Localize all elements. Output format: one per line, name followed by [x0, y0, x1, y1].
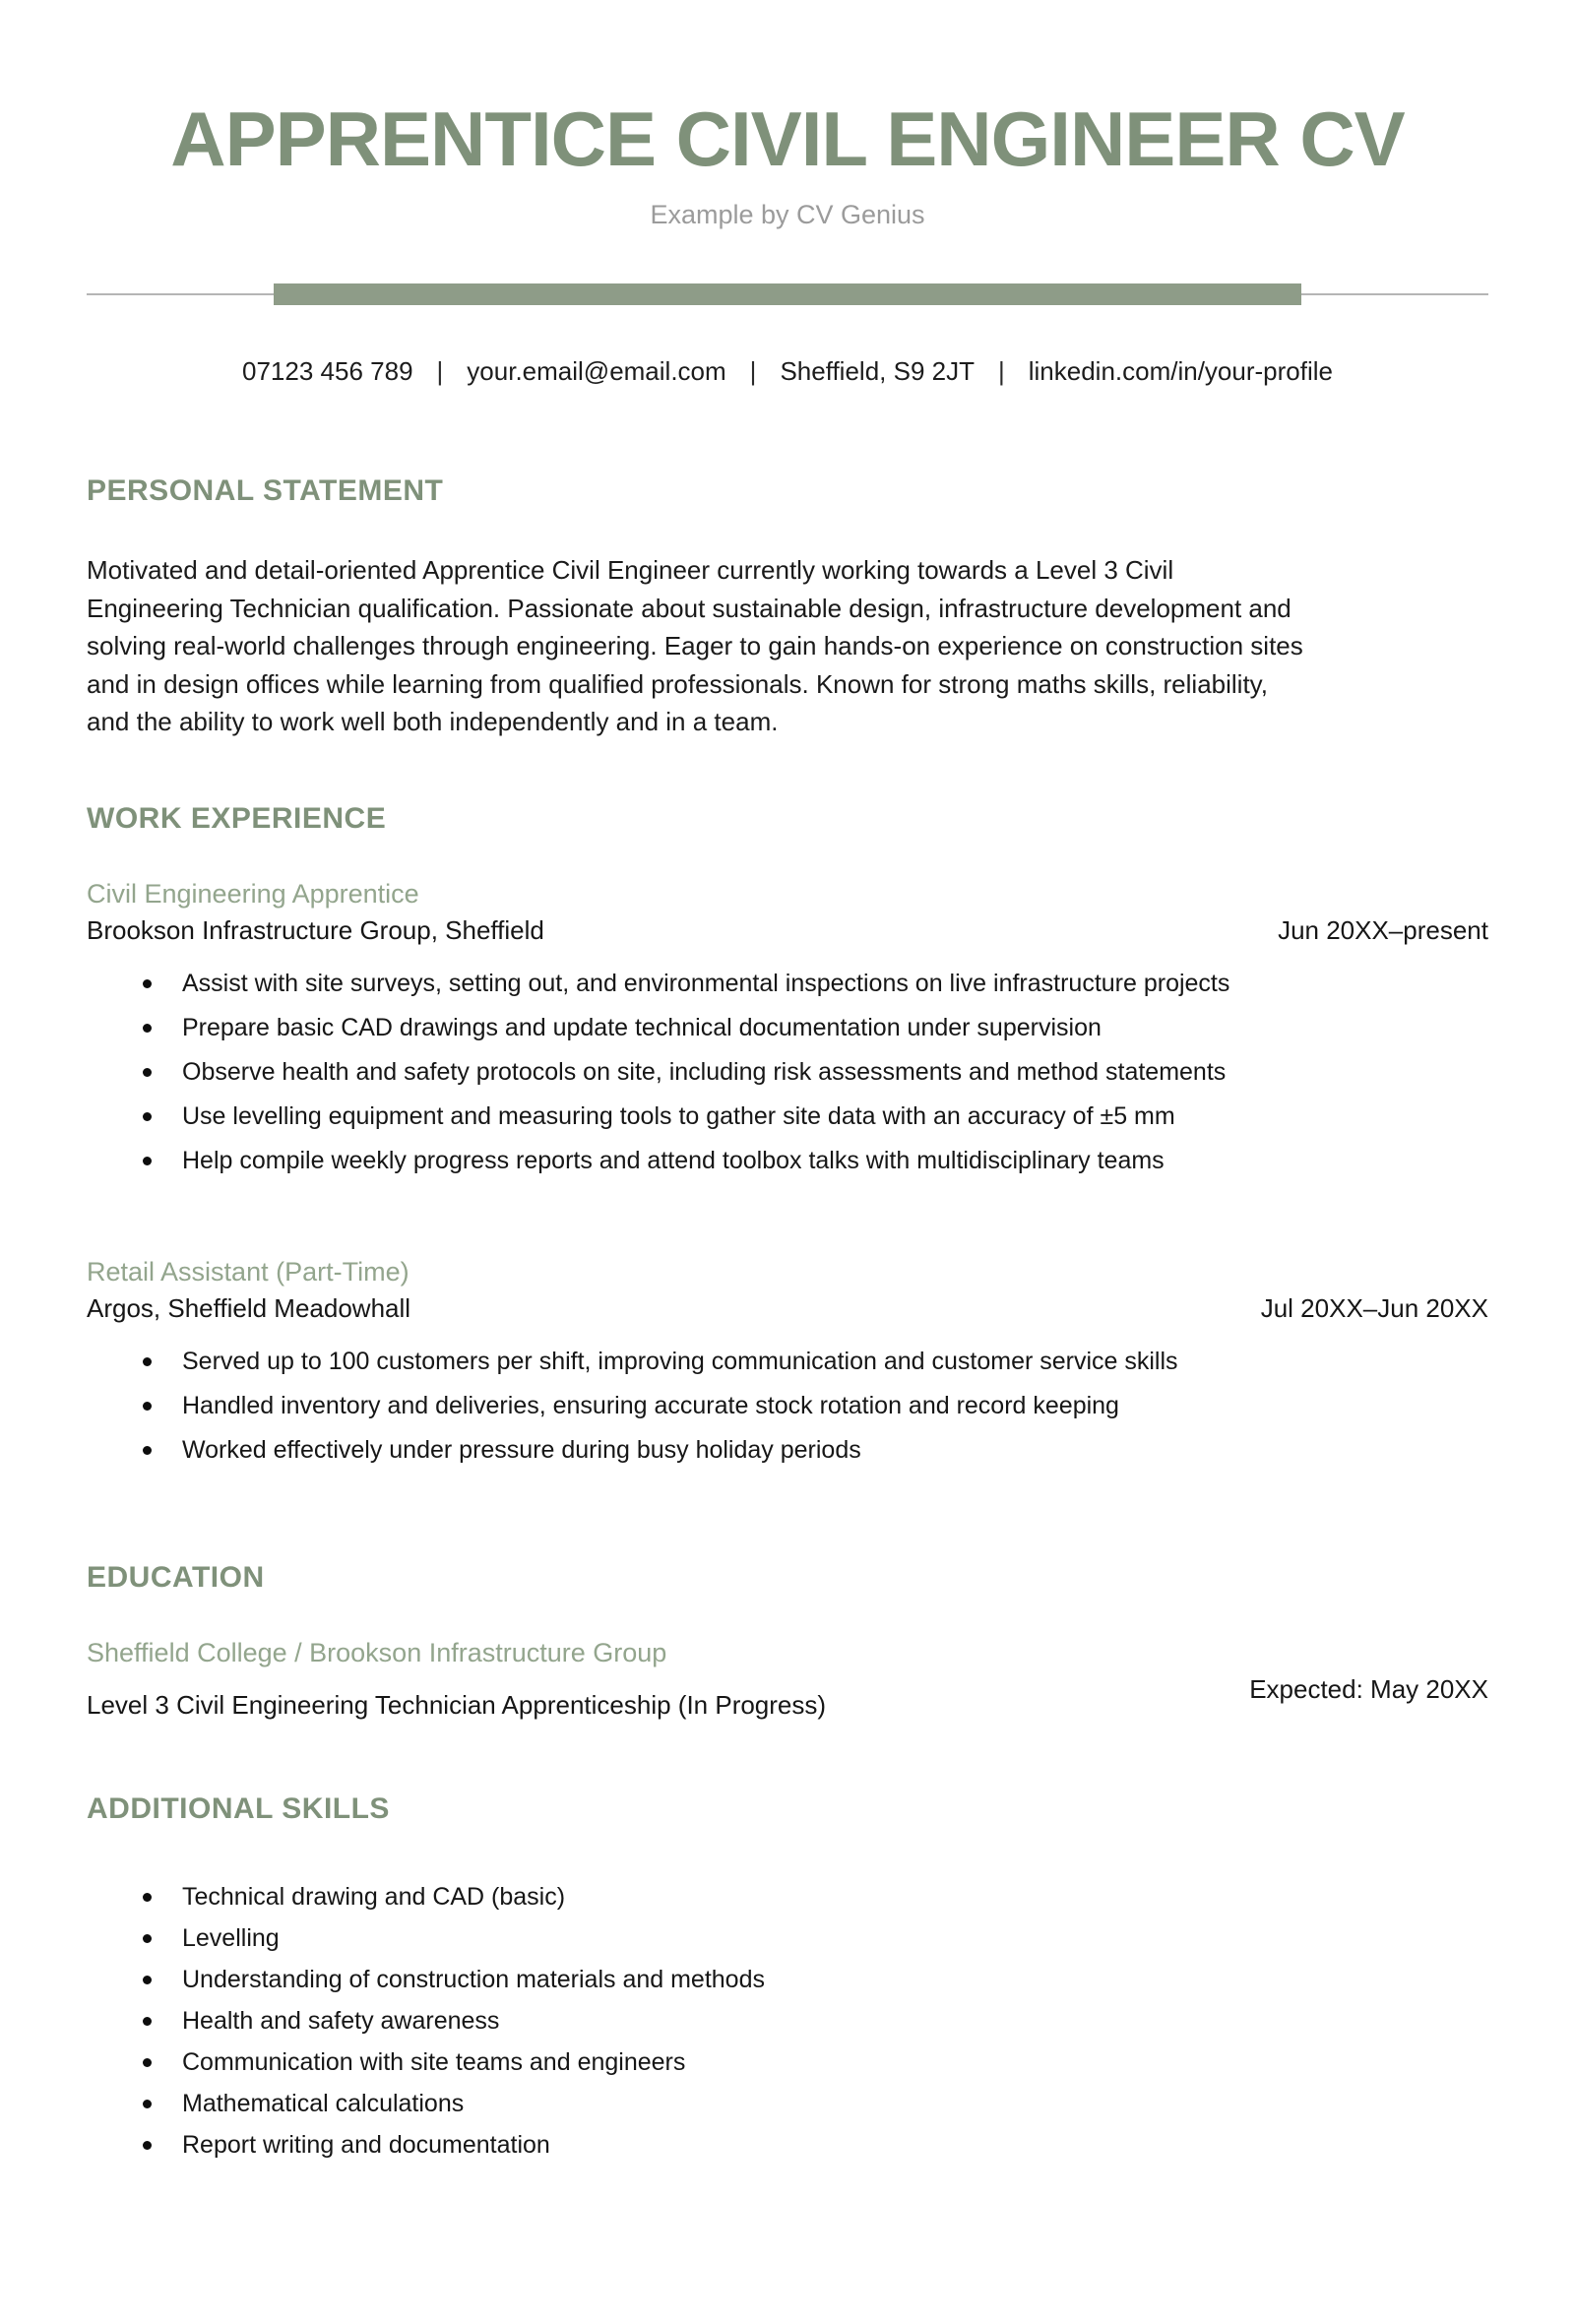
job-bullet: Assist with site surveys, setting out, and environmental inspections on live infrastructure projects: [87, 969, 1488, 999]
job-bullet: Observe health and safety protocols on site, including risk assessments and method statements: [87, 1057, 1488, 1088]
statement-line: and the ability to work well both independently and in a team.: [87, 707, 779, 737]
job-company-date-row: [87, 913, 1488, 947]
contact-separator: |: [749, 356, 757, 386]
contact-phone: 07123 456 789: [242, 356, 413, 386]
education-dates: Expected: May 20XX: [1249, 1673, 1488, 1704]
job-title: Civil Engineering Apprentice: [87, 878, 419, 909]
job-bullet-list: [87, 1347, 1488, 1466]
statement-line: Engineering Technician qualification. Passionate about sustainable design, infrastructure development and: [87, 593, 1292, 623]
skill-item: Technical drawing and CAD (basic): [87, 1882, 1488, 1913]
statement-line: solving real-world challenges through engineering. Eager to gain hands-on experience on construction sites: [87, 631, 1303, 661]
contact-location: Sheffield, S9 2JT: [780, 356, 975, 386]
skills-list: [87, 1882, 1488, 2161]
section-personal-statement: [87, 472, 1488, 741]
job-dates: Jun 20XX–present: [1278, 914, 1488, 945]
cv-document: [0, 96, 1575, 2161]
education-degree-date-row: [87, 1672, 1488, 1722]
statement-line: and in design offices while learning from qualified professionals. Known for strong maths skills, reliability,: [87, 668, 1268, 699]
section-education: [87, 1559, 1488, 1722]
job-company: Argos, Sheffield Meadowhall: [87, 1292, 411, 1323]
job-bullet-list: [87, 969, 1488, 1176]
skill-item: Communication with site teams and engineers: [87, 2047, 1488, 2078]
page-subtitle: Example by CV Genius: [650, 200, 925, 229]
page-title: APPRENTICE CIVIL ENGINEER CV: [170, 95, 1405, 182]
header-divider: [87, 283, 1488, 305]
job-company-date-row: [87, 1291, 1488, 1325]
skill-item: Health and safety awareness: [87, 2006, 1488, 2037]
contact-email: your.email@email.com: [467, 356, 726, 386]
cv-header: [87, 96, 1488, 231]
contact-linkedin: linkedin.com/in/your-profile: [1028, 356, 1333, 386]
statement-line: Motivated and detail-oriented Apprentice Civil Engineer currently working towards a Level 3 Civil: [87, 555, 1174, 585]
job-entry-civil-engineering-apprentice: [87, 877, 1488, 1176]
contact-bar: [87, 354, 1488, 388]
education-entry: [87, 1636, 1488, 1722]
job-bullet: Served up to 100 customers per shift, improving communication and customer service skills: [87, 1347, 1488, 1377]
skill-item: Understanding of construction materials and methods: [87, 1965, 1488, 1995]
job-bullet: Worked effectively under pressure during busy holiday periods: [87, 1435, 1488, 1466]
divider-accent-bar: [274, 283, 1301, 305]
skill-item: Mathematical calculations: [87, 2089, 1488, 2119]
work-experience-heading: WORK EXPERIENCE: [87, 801, 387, 835]
section-additional-skills: [87, 1790, 1488, 2161]
skill-item: Levelling: [87, 1923, 1488, 1954]
contact-separator: |: [997, 356, 1005, 386]
contact-separator: |: [436, 356, 444, 386]
section-work-experience: [87, 800, 1488, 1466]
job-bullet: Use levelling equipment and measuring tools to gather site data with an accuracy of ±5 mm: [87, 1101, 1488, 1132]
education-school: Sheffield College / Brookson Infrastructure Group: [87, 1637, 667, 1667]
education-heading: EDUCATION: [87, 1560, 265, 1594]
job-entry-retail-assistant: [87, 1255, 1488, 1466]
skill-item: Report writing and documentation: [87, 2130, 1488, 2161]
job-dates: Jul 20XX–Jun 20XX: [1260, 1292, 1488, 1323]
education-degree: Level 3 Civil Engineering Technician Apprenticeship (In Progress): [87, 1689, 827, 1720]
job-bullet: Help compile weekly progress reports and attend toolbox talks with multidisciplinary teams: [87, 1146, 1488, 1176]
personal-statement-heading: PERSONAL STATEMENT: [87, 474, 444, 507]
personal-statement-body: [87, 551, 1488, 741]
additional-skills-heading: ADDITIONAL SKILLS: [87, 1791, 390, 1825]
job-bullet: Handled inventory and deliveries, ensuring accurate stock rotation and record keeping: [87, 1391, 1488, 1421]
job-company: Brookson Infrastructure Group, Sheffield: [87, 914, 544, 945]
job-bullet: Prepare basic CAD drawings and update technical documentation under supervision: [87, 1013, 1488, 1043]
job-title: Retail Assistant (Part-Time): [87, 1256, 410, 1287]
